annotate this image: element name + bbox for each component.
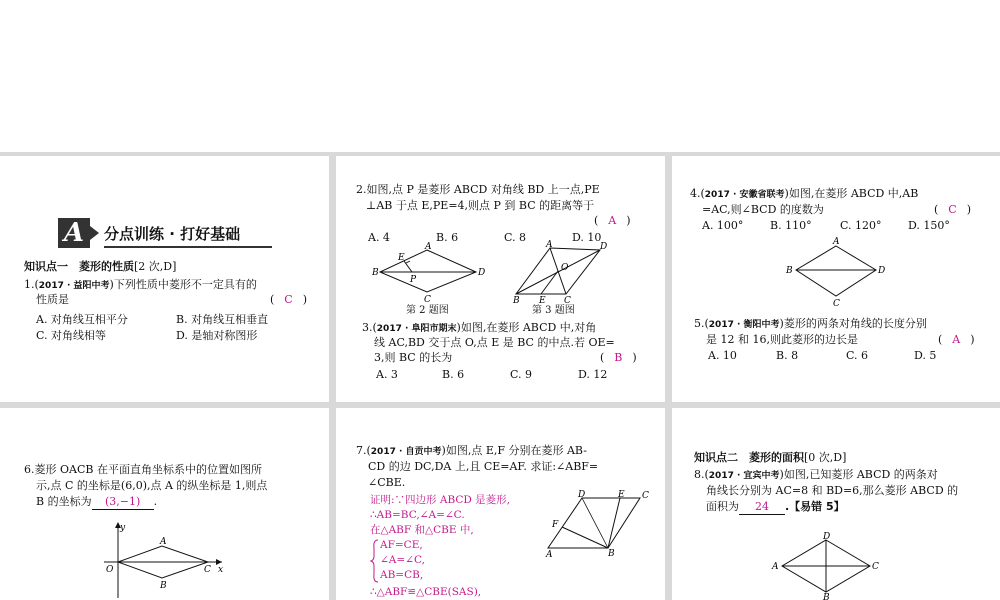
q4-line2: =AC,则∠BCD 的度数为	[702, 203, 824, 216]
panel-question-7	[336, 408, 665, 600]
figure-q4-rhombus	[784, 236, 894, 308]
q5-answer-bracket: ( A )	[938, 333, 975, 346]
q3-num: 3.(	[362, 321, 377, 334]
q1-option-b: B. 对角线互相垂直	[176, 313, 269, 326]
fig6-label-b: B	[160, 581, 167, 591]
panel-questions-2-3	[336, 156, 665, 402]
q5-option-c: C. 6	[846, 349, 869, 362]
q3-line2: 线 AC,BD 交于点 O,点 E 是 BC 的中点.若 OE=	[374, 336, 615, 349]
q5-source: 2017 · 衡阳中考	[708, 320, 780, 330]
figure-q8-rhombus	[770, 532, 886, 600]
q8-text: )如图,已知菱形 ABCD 的两条对	[779, 468, 938, 481]
q3-option-c: C. 9	[510, 368, 533, 381]
q8-stem	[694, 468, 938, 483]
q5-stem	[694, 317, 927, 332]
fig2-label-p: P	[410, 275, 417, 285]
fig2-label-e: E	[398, 253, 405, 263]
fig7-label-e: E	[618, 490, 625, 500]
q7-proof-line2: ∴AB=BC,∠A=∠C.	[370, 509, 465, 521]
q6-line2: 示,点 C 的坐标是(6,0),点 A 的纵坐标是 1,则点	[36, 479, 268, 492]
q7-proof-line5: ∠A=∠C,	[380, 554, 425, 566]
q1-stem	[24, 278, 257, 293]
q3-line3: 3,则 BC 的长为	[374, 351, 453, 364]
q2-option-c: C. 8	[504, 231, 527, 244]
fig4-label-c: C	[833, 299, 840, 309]
q4-source: 2017 · 安徽省联考	[704, 190, 785, 200]
q5-line2: 是 12 和 16,则此菱形的边长是	[706, 333, 858, 346]
fig3-label-a: A	[546, 240, 553, 250]
q5-option-a: A. 10	[708, 349, 737, 362]
fig3-label-c: C	[564, 296, 571, 306]
section-badge	[58, 218, 272, 248]
q6-line3-pre: B 的坐标为	[36, 495, 92, 508]
q7-proof-brace	[370, 538, 380, 584]
fig2-label-c: C	[424, 295, 431, 305]
q7-proof-line7: ∴△ABF≌△CBE(SAS),	[370, 586, 482, 598]
q4-option-b: B. 110°	[770, 219, 812, 232]
q7-proof-line3: 在△ABF 和△CBE 中,	[370, 524, 474, 536]
q5-option-d: D. 5	[914, 349, 937, 362]
q1-option-a: A. 对角线互相平分	[36, 313, 128, 326]
fig6-label-o: O	[106, 565, 114, 575]
q2-answer: A	[608, 214, 617, 227]
q2-line1: 2.如图,点 P 是菱形 ABCD 对角线 BD 上一点,PE	[356, 183, 600, 196]
fig8-label-a: A	[772, 562, 779, 572]
fig8-label-d: D	[823, 532, 831, 542]
q1-num: 1.(	[24, 278, 39, 291]
section-badge-letter: A	[58, 218, 90, 248]
kp1-title: 知识点一 菱形的性质	[24, 260, 134, 273]
q3-figure-caption: 第 3 题图	[532, 305, 575, 316]
q3-text: )如图,在菱形 ABCD 中,对角	[456, 321, 597, 334]
q2-option-b: B. 6	[436, 231, 459, 244]
kp2-freq: [0 次,D]	[804, 451, 847, 464]
q2-figure-caption: 第 2 题图	[406, 305, 449, 316]
q2-line2: ⊥AB 于点 E,PE=4,则点 P 到 BC 的距离等于	[366, 199, 595, 212]
fig2-label-d: D	[478, 268, 486, 278]
q8-line3-post: .【易错 5】	[785, 500, 845, 513]
panel-knowledge-point-1	[0, 156, 329, 402]
q8-num: 8.(	[694, 468, 709, 481]
q8-source: 2017 · 宜宾中考	[708, 471, 780, 481]
kp2-heading	[694, 451, 846, 465]
figure-q7-rhombus	[534, 490, 656, 560]
q4-num: 4.(	[690, 187, 705, 200]
q7-line3: ∠CBE.	[368, 476, 406, 489]
fig2-label-b: B	[372, 268, 379, 278]
q3-answer-bracket: ( B )	[600, 351, 637, 364]
fig3-label-o: O	[561, 263, 569, 273]
q6-line3-post: .	[153, 495, 158, 508]
q7-num: 7.(	[356, 444, 371, 457]
q1-answer-bracket: ( C )	[270, 293, 308, 306]
q7-source: 2017 · 自贡中考	[370, 447, 442, 457]
q6-answer: (3,−1)	[92, 495, 154, 510]
q7-text: )如图,点 E,F 分别在菱形 AB-	[441, 444, 587, 457]
q1-option-d: D. 是轴对称图形	[176, 329, 258, 342]
q6-line3	[36, 495, 157, 510]
q1-answer: C	[284, 293, 293, 306]
panel-knowledge-point-2	[672, 408, 1000, 600]
kp2-title: 知识点二 菱形的面积	[694, 451, 804, 464]
q5-num: 5.(	[694, 317, 709, 330]
q5-text: )菱形的两条对角线的长度分别	[779, 317, 927, 330]
q2-option-a: A. 4	[368, 231, 390, 244]
fig6-label-y: y	[120, 523, 126, 533]
q5-option-b: B. 8	[776, 349, 799, 362]
q6-line1: 6.菱形 OACB 在平面直角坐标系中的位置如图所	[24, 463, 262, 476]
q3-option-d: D. 12	[578, 368, 608, 381]
q3-stem	[362, 321, 596, 336]
fig2-label-a: A	[425, 242, 432, 252]
q3-answer: B	[614, 351, 623, 364]
fig7-label-c: C	[642, 491, 649, 501]
q5-answer: A	[952, 333, 961, 346]
fig7-label-d: D	[578, 490, 586, 500]
fig3-label-d: D	[600, 242, 608, 252]
q4-option-a: A. 100°	[702, 219, 744, 232]
q7-line2: CD 的边 DC,DA 上,且 CE=AF. 求证:∠ABF=	[368, 460, 599, 473]
fig6-label-x: x	[218, 565, 224, 575]
q4-option-d: D. 150°	[908, 219, 950, 232]
figure-q6-coordinate-rhombus	[100, 518, 230, 600]
fig3-label-b: B	[513, 296, 520, 306]
q7-proof-line1: 证明:∵四边形 ABCD 是菱形,	[370, 494, 510, 506]
q8-line2: 角线长分别为 AC=8 和 BD=6,那么菱形 ABCD 的	[706, 484, 959, 497]
kp1-heading	[24, 260, 176, 274]
q1-option-c: C. 对角线相等	[36, 329, 107, 342]
q3-option-b: B. 6	[442, 368, 465, 381]
panel-questions-4-5	[672, 156, 1000, 402]
q1-stem-line2: 性质是	[36, 293, 69, 306]
fig4-label-b: B	[786, 266, 793, 276]
fig8-label-c: C	[872, 562, 879, 572]
q8-line3	[706, 500, 845, 515]
fig4-label-d: D	[878, 266, 886, 276]
q1-source: 2017 · 益阳中考	[38, 281, 110, 291]
fig7-label-b: B	[608, 549, 615, 559]
fig8-label-b: B	[823, 593, 830, 600]
q7-proof-line6: AB=CB,	[380, 569, 424, 581]
q7-stem	[356, 444, 587, 459]
fig7-label-a: A	[546, 550, 553, 560]
section-badge-title: 分点训练 · 打好基础	[104, 225, 241, 243]
q3-option-a: A. 3	[376, 368, 398, 381]
q2-option-d: D. 10	[572, 231, 602, 244]
fig3-label-e: E	[539, 296, 546, 306]
q4-answer: C	[948, 203, 957, 216]
panel-question-6	[0, 408, 329, 600]
q8-line3-pre: 面积为	[706, 500, 739, 513]
section-badge-arrow-icon	[90, 226, 99, 240]
fig7-label-f: F	[552, 520, 559, 530]
q1-text: )下列性质中菱形不一定具有的	[109, 278, 257, 291]
section-badge-underline	[104, 246, 272, 248]
q2-answer-bracket: ( A )	[594, 214, 631, 227]
figure-q3-rhombus	[508, 242, 630, 304]
q4-text: )如图,在菱形 ABCD 中,AB	[784, 187, 919, 200]
q4-stem	[690, 187, 918, 202]
q7-proof-line4: AF=CE,	[380, 539, 423, 551]
q8-answer: 24	[739, 500, 785, 515]
fig4-label-a: A	[833, 237, 840, 247]
fig6-label-a: A	[160, 537, 167, 547]
q4-answer-bracket: ( C )	[934, 203, 972, 216]
fig6-label-c: C	[204, 565, 211, 575]
q3-source: 2017 · 阜阳市期末	[376, 324, 457, 334]
kp1-freq: [2 次,D]	[134, 260, 177, 273]
q4-option-c: C. 120°	[840, 219, 882, 232]
